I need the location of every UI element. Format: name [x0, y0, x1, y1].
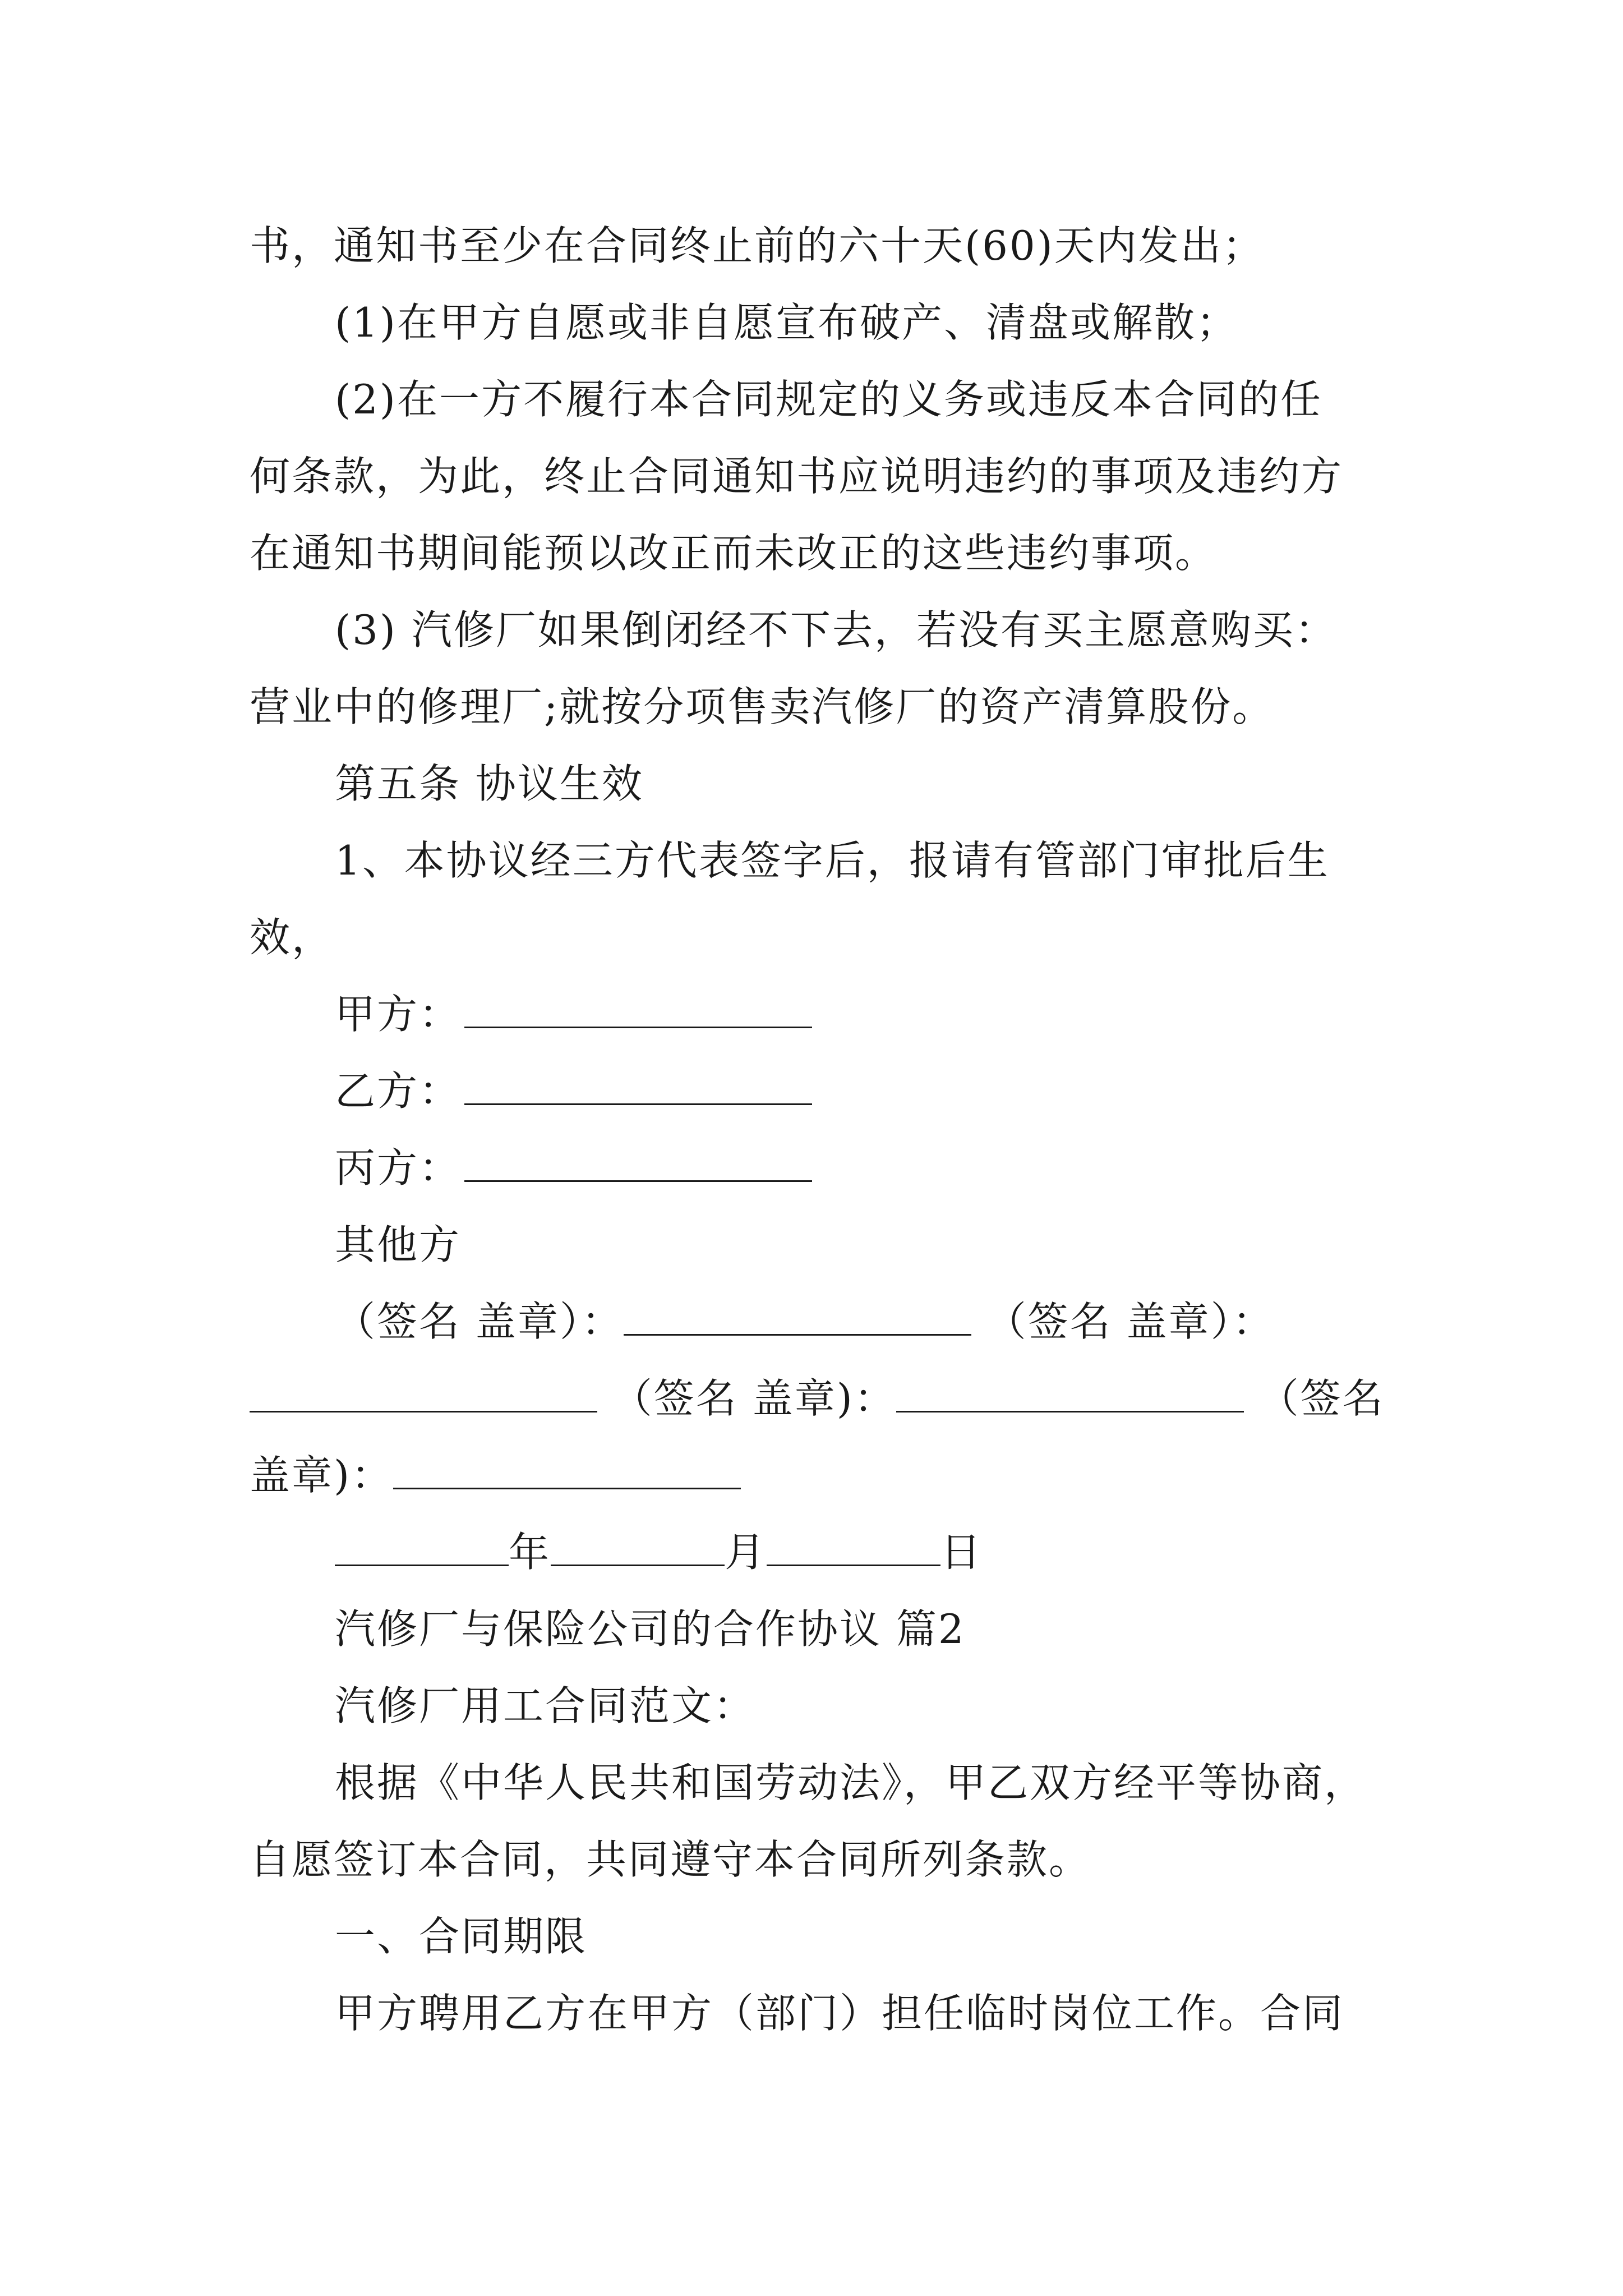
year-blank [335, 1533, 509, 1566]
text-line: 自愿签订本合同，共同遵守本合同所列条款。 [250, 1836, 1091, 1883]
signature-label: （签名 [1258, 1375, 1385, 1422]
section-heading: 一、合同期限 [335, 1913, 588, 1960]
text-line: 甲方聘用乙方在甲方（部门）担任临时岗位工作。合同 [335, 1990, 1345, 2037]
party-a-line [250, 976, 1388, 1053]
party-b-label: 乙方： [335, 1068, 462, 1115]
signature-line-1 [250, 1283, 1388, 1360]
text-line: 1、本协议经三方代表签字后，报请有管部门审批后生 [335, 837, 1330, 884]
party-b-line [250, 1053, 1388, 1130]
text-line: 书，通知书至少在合同终止前的六十天(60)天内发出； [250, 222, 1265, 269]
text-line: 效， [250, 914, 334, 961]
signature-label: （签名 盖章）： [985, 1298, 1275, 1345]
date-line [250, 1514, 1388, 1591]
signature-blank [393, 1456, 741, 1489]
text-line: 汽修厂用工合同范文： [335, 1682, 756, 1729]
signature-blank [896, 1379, 1244, 1412]
text-line: 营业中的修理厂;就按分项售卖汽修厂的资产清算股份。 [250, 683, 1275, 730]
text-line: 在通知书期间能预以改正而未改正的这些违约事项。 [250, 530, 1218, 577]
signature-line-2 [250, 1360, 1388, 1437]
text-line: 何条款，为此，终止合同通知书应说明违约的事项及违约方 [250, 453, 1344, 500]
day-label: 日 [940, 1529, 983, 1576]
year-label: 年 [509, 1529, 551, 1576]
signature-label: （签名 盖章)： [611, 1375, 896, 1422]
party-a-label: 甲方： [335, 991, 462, 1038]
party-c-label: 丙方： [335, 1144, 462, 1191]
party-c-blank [464, 1149, 812, 1182]
section-heading: 第五条 协议生效 [335, 760, 644, 807]
text-line: (1)在甲方自愿或非自愿宣布破产、清盘或解散； [335, 299, 1238, 346]
party-b-blank [464, 1072, 812, 1105]
party-c-line [250, 1130, 1388, 1207]
day-blank [767, 1533, 940, 1566]
section-title: 汽修厂与保险公司的合作协议 篇2 [335, 1605, 966, 1653]
month-blank [551, 1533, 725, 1566]
signature-blank [624, 1303, 971, 1336]
document-body [250, 208, 1388, 2052]
month-label: 月 [725, 1529, 767, 1576]
other-party-label: 其他方 [335, 1221, 462, 1268]
signature-blank [250, 1379, 597, 1412]
text-line: 根据《中华人民共和国劳动法》，甲乙双方经平等协商， [335, 1759, 1367, 1806]
signature-line-3 [250, 1437, 1388, 1514]
text-line: (3) 汽修厂如果倒闭经不下去，若没有买主愿意购买： [335, 606, 1337, 654]
text-line: (2)在一方不履行本合同规定的义务或违反本合同的任 [335, 376, 1322, 423]
signature-label: （签名 盖章）： [335, 1298, 624, 1345]
party-a-blank [464, 995, 812, 1028]
signature-label: 盖章)： [250, 1452, 394, 1499]
